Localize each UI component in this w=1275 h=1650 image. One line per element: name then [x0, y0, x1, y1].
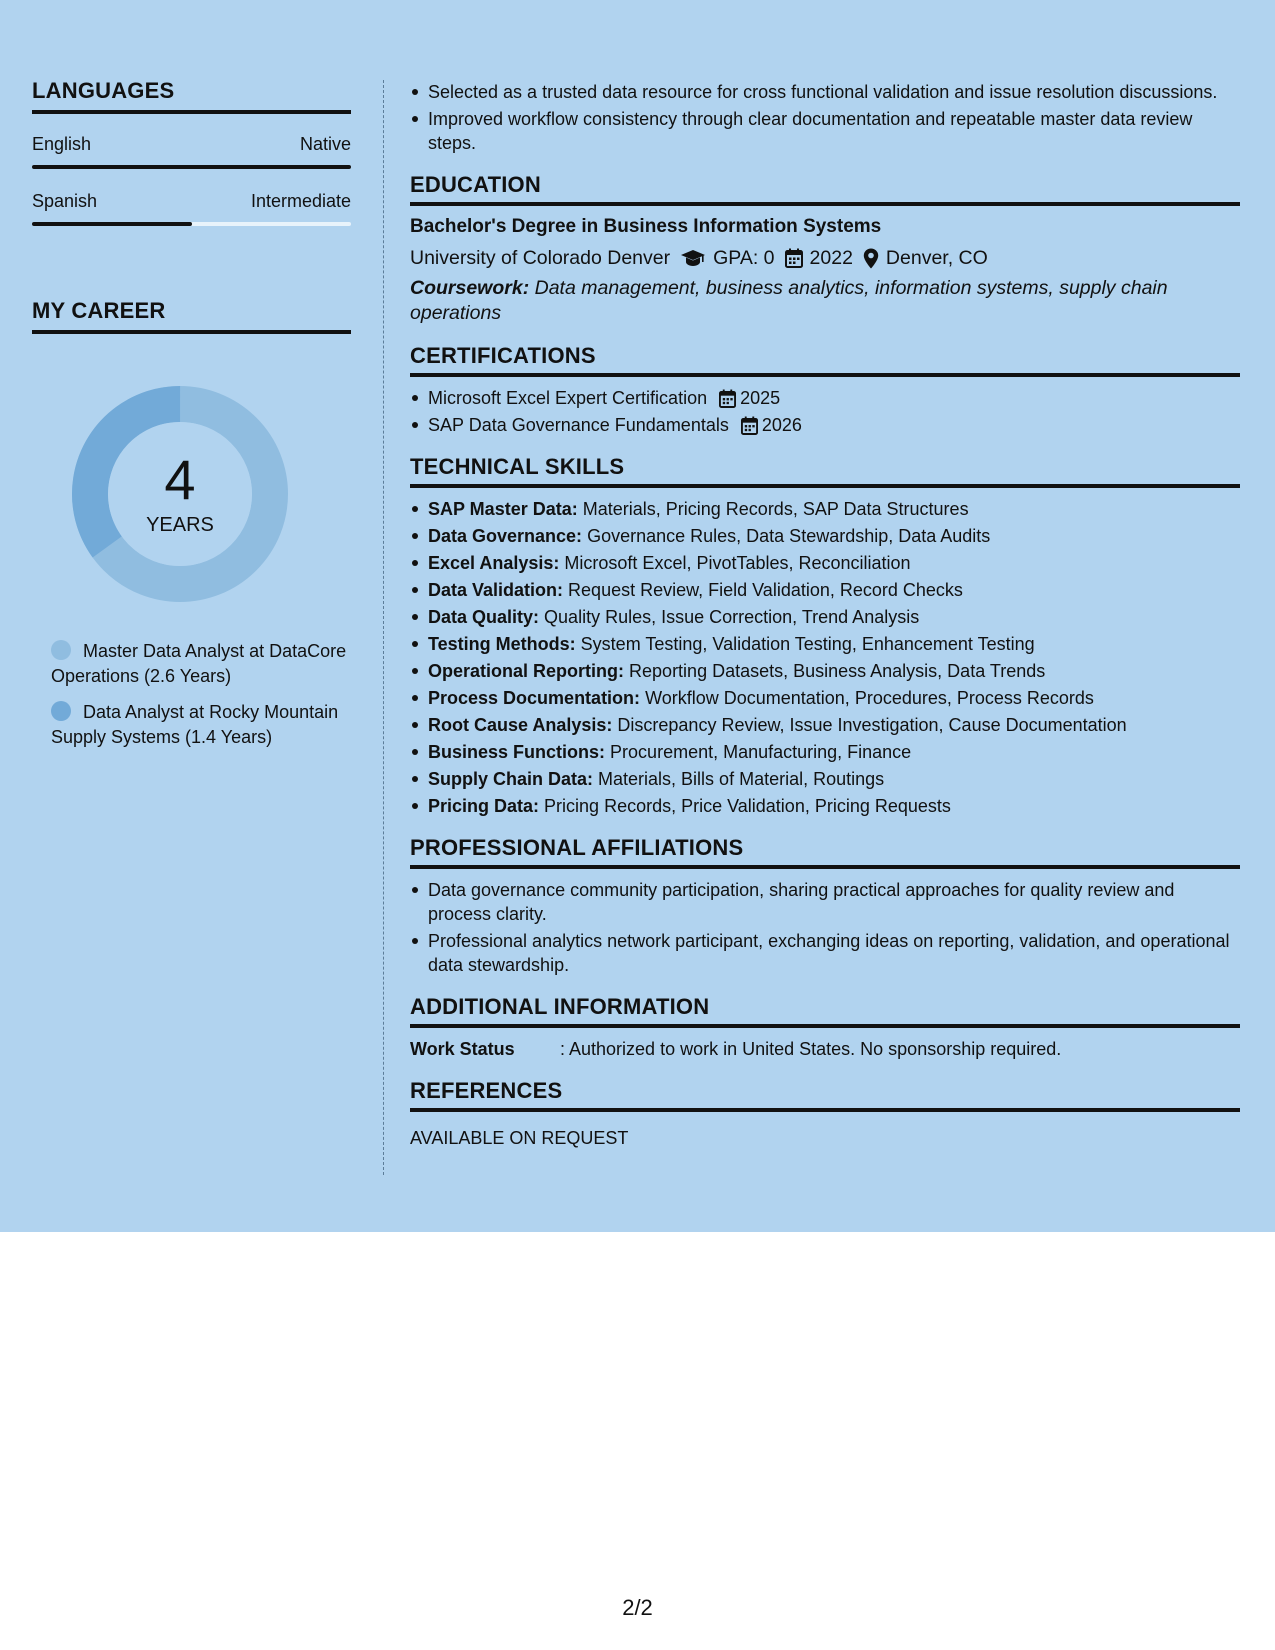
education-heading: EDUCATION: [410, 173, 1240, 206]
language-level: Native: [299, 134, 351, 154]
education-degree: Bachelor's Degree in Business Information Systems: [410, 216, 882, 237]
skill-label: Testing Methods:: [428, 634, 576, 654]
language-item-english: [32, 134, 351, 169]
references-text: AVAILABLE ON REQUEST: [410, 1128, 629, 1148]
certifications-heading: CERTIFICATIONS: [410, 344, 1240, 377]
skill-item: [410, 686, 1240, 710]
skill-item: [410, 551, 1240, 575]
career-role-label: Master Data Analyst at DataCore Operations (2.6 Years): [51, 641, 347, 686]
skill-item: [410, 767, 1240, 791]
column-divider: [383, 80, 384, 1175]
experience-bullet-list: [410, 80, 1240, 155]
certification-name: Microsoft Excel Expert Certification: [428, 388, 708, 408]
skill-value: Materials, Pricing Records, SAP Data Structures: [582, 499, 969, 519]
language-name: English: [32, 134, 92, 154]
skill-item: [410, 713, 1240, 737]
skill-label: Data Validation:: [428, 580, 564, 600]
career-donut-chart: [65, 379, 295, 609]
language-level: Intermediate: [250, 191, 351, 211]
skill-item: [410, 578, 1240, 602]
education-coursework: [410, 276, 1240, 326]
experience-bullet: Selected as a trusted data resource for cross functional validation and issue resolution discussions.: [410, 80, 1240, 104]
skill-value: Workflow Documentation, Procedures, Process Records: [645, 688, 1094, 708]
education-meta: [410, 246, 1240, 270]
language-name: Spanish: [32, 191, 98, 211]
skill-label: Business Functions:: [428, 742, 606, 762]
affiliation-item: Professional analytics network participant, exchanging ideas on reporting, validation, and operational data stewardship.: [410, 929, 1240, 977]
skill-label: Pricing Data:: [428, 796, 540, 816]
career-role-label: Data Analyst at Rocky Mountain Supply Systems (1.4 Years): [51, 702, 339, 747]
coursework-label: Coursework:: [410, 277, 530, 299]
graduation-cap-icon: [680, 249, 706, 267]
languages-heading: LANGUAGES: [32, 78, 351, 114]
skill-value: Discrepancy Review, Issue Investigation, Cause Documentation: [617, 715, 1127, 735]
skill-item: [410, 524, 1240, 548]
location-pin-icon: [863, 248, 879, 269]
skill-label: Process Documentation:: [428, 688, 641, 708]
skill-item: [410, 659, 1240, 683]
right-column: [410, 80, 1240, 1150]
skill-value: Reporting Datasets, Business Analysis, Data Trends: [629, 661, 1046, 681]
skill-item: [410, 740, 1240, 764]
skill-label: Root Cause Analysis:: [428, 715, 613, 735]
left-column: [32, 78, 351, 761]
legend-dot-icon: [51, 701, 71, 721]
affiliation-item: Data governance community participation, sharing practical approaches for quality review and process clarity.: [410, 878, 1240, 926]
skill-value: Materials, Bills of Material, Routings: [598, 769, 885, 789]
certifications-list: [410, 386, 1240, 437]
references-heading: REFERENCES: [410, 1079, 1240, 1112]
additional-info-heading: ADDITIONAL INFORMATION: [410, 995, 1240, 1028]
education-location: Denver, CO: [885, 247, 988, 269]
education-gpa: GPA: 0: [713, 247, 775, 269]
language-item-spanish: [32, 191, 351, 226]
work-status-row: [410, 1037, 1240, 1061]
education-school: University of Colorado Denver: [410, 247, 671, 269]
skill-label: Data Governance:: [428, 526, 583, 546]
certification-item: [410, 413, 1240, 437]
career-years-unit: YEARS: [146, 513, 214, 536]
legend-dot-icon: [51, 640, 71, 660]
language-proficiency-fill: [32, 222, 192, 226]
skill-value: Quality Rules, Issue Correction, Trend Analysis: [544, 607, 920, 627]
skill-label: Excel Analysis:: [428, 553, 560, 573]
career-heading: MY CAREER: [32, 298, 351, 334]
skill-value: Request Review, Field Validation, Record Checks: [568, 580, 963, 600]
certification-year: 2025: [740, 388, 781, 408]
page-number: 2/2: [622, 1595, 653, 1620]
skill-value: Microsoft Excel, PivotTables, Reconciliation: [564, 553, 911, 573]
skill-label: SAP Master Data:: [428, 499, 578, 519]
skill-value: System Testing, Validation Testing, Enhancement Testing: [580, 634, 1035, 654]
certification-year: 2026: [761, 415, 802, 435]
language-proficiency-fill: [32, 165, 351, 169]
language-proficiency-bar: [32, 222, 351, 226]
career-legend-item: [51, 639, 351, 689]
skill-label: Data Quality:: [428, 607, 540, 627]
skill-label: Operational Reporting:: [428, 661, 625, 681]
certification-name: SAP Data Governance Fundamentals: [428, 415, 729, 435]
education-year: 2022: [809, 247, 853, 269]
skill-item: [410, 794, 1240, 818]
career-legend-item: [51, 700, 351, 750]
career-legend: [32, 639, 351, 750]
certification-item: [410, 386, 1240, 410]
calendar-icon: [785, 248, 803, 268]
skill-value: Procurement, Manufacturing, Finance: [610, 742, 912, 762]
skill-item: [410, 605, 1240, 629]
work-status-label: Work Status: [410, 1039, 515, 1059]
skill-label: Supply Chain Data:: [428, 769, 594, 789]
affiliations-list: [410, 878, 1240, 977]
experience-bullet: Improved workflow consistency through clear documentation and repeatable master data review steps.: [410, 107, 1240, 155]
skill-value: Governance Rules, Data Stewardship, Data Audits: [587, 526, 991, 546]
language-proficiency-bar: [32, 165, 351, 169]
calendar-icon: [719, 389, 736, 408]
career-total-years: 4: [164, 447, 196, 511]
calendar-icon: [741, 416, 758, 435]
work-status-value: : Authorized to work in United States. No sponsorship required.: [560, 1039, 1062, 1059]
coursework-text: Data management, business analytics, information systems, supply chain operations: [410, 277, 1168, 324]
affiliations-heading: PROFESSIONAL AFFILIATIONS: [410, 836, 1240, 869]
skill-value: Pricing Records, Price Validation, Pricing Requests: [544, 796, 951, 816]
skill-item: [410, 497, 1240, 521]
skills-list: [410, 497, 1240, 818]
skills-heading: TECHNICAL SKILLS: [410, 455, 1240, 488]
skill-item: [410, 632, 1240, 656]
